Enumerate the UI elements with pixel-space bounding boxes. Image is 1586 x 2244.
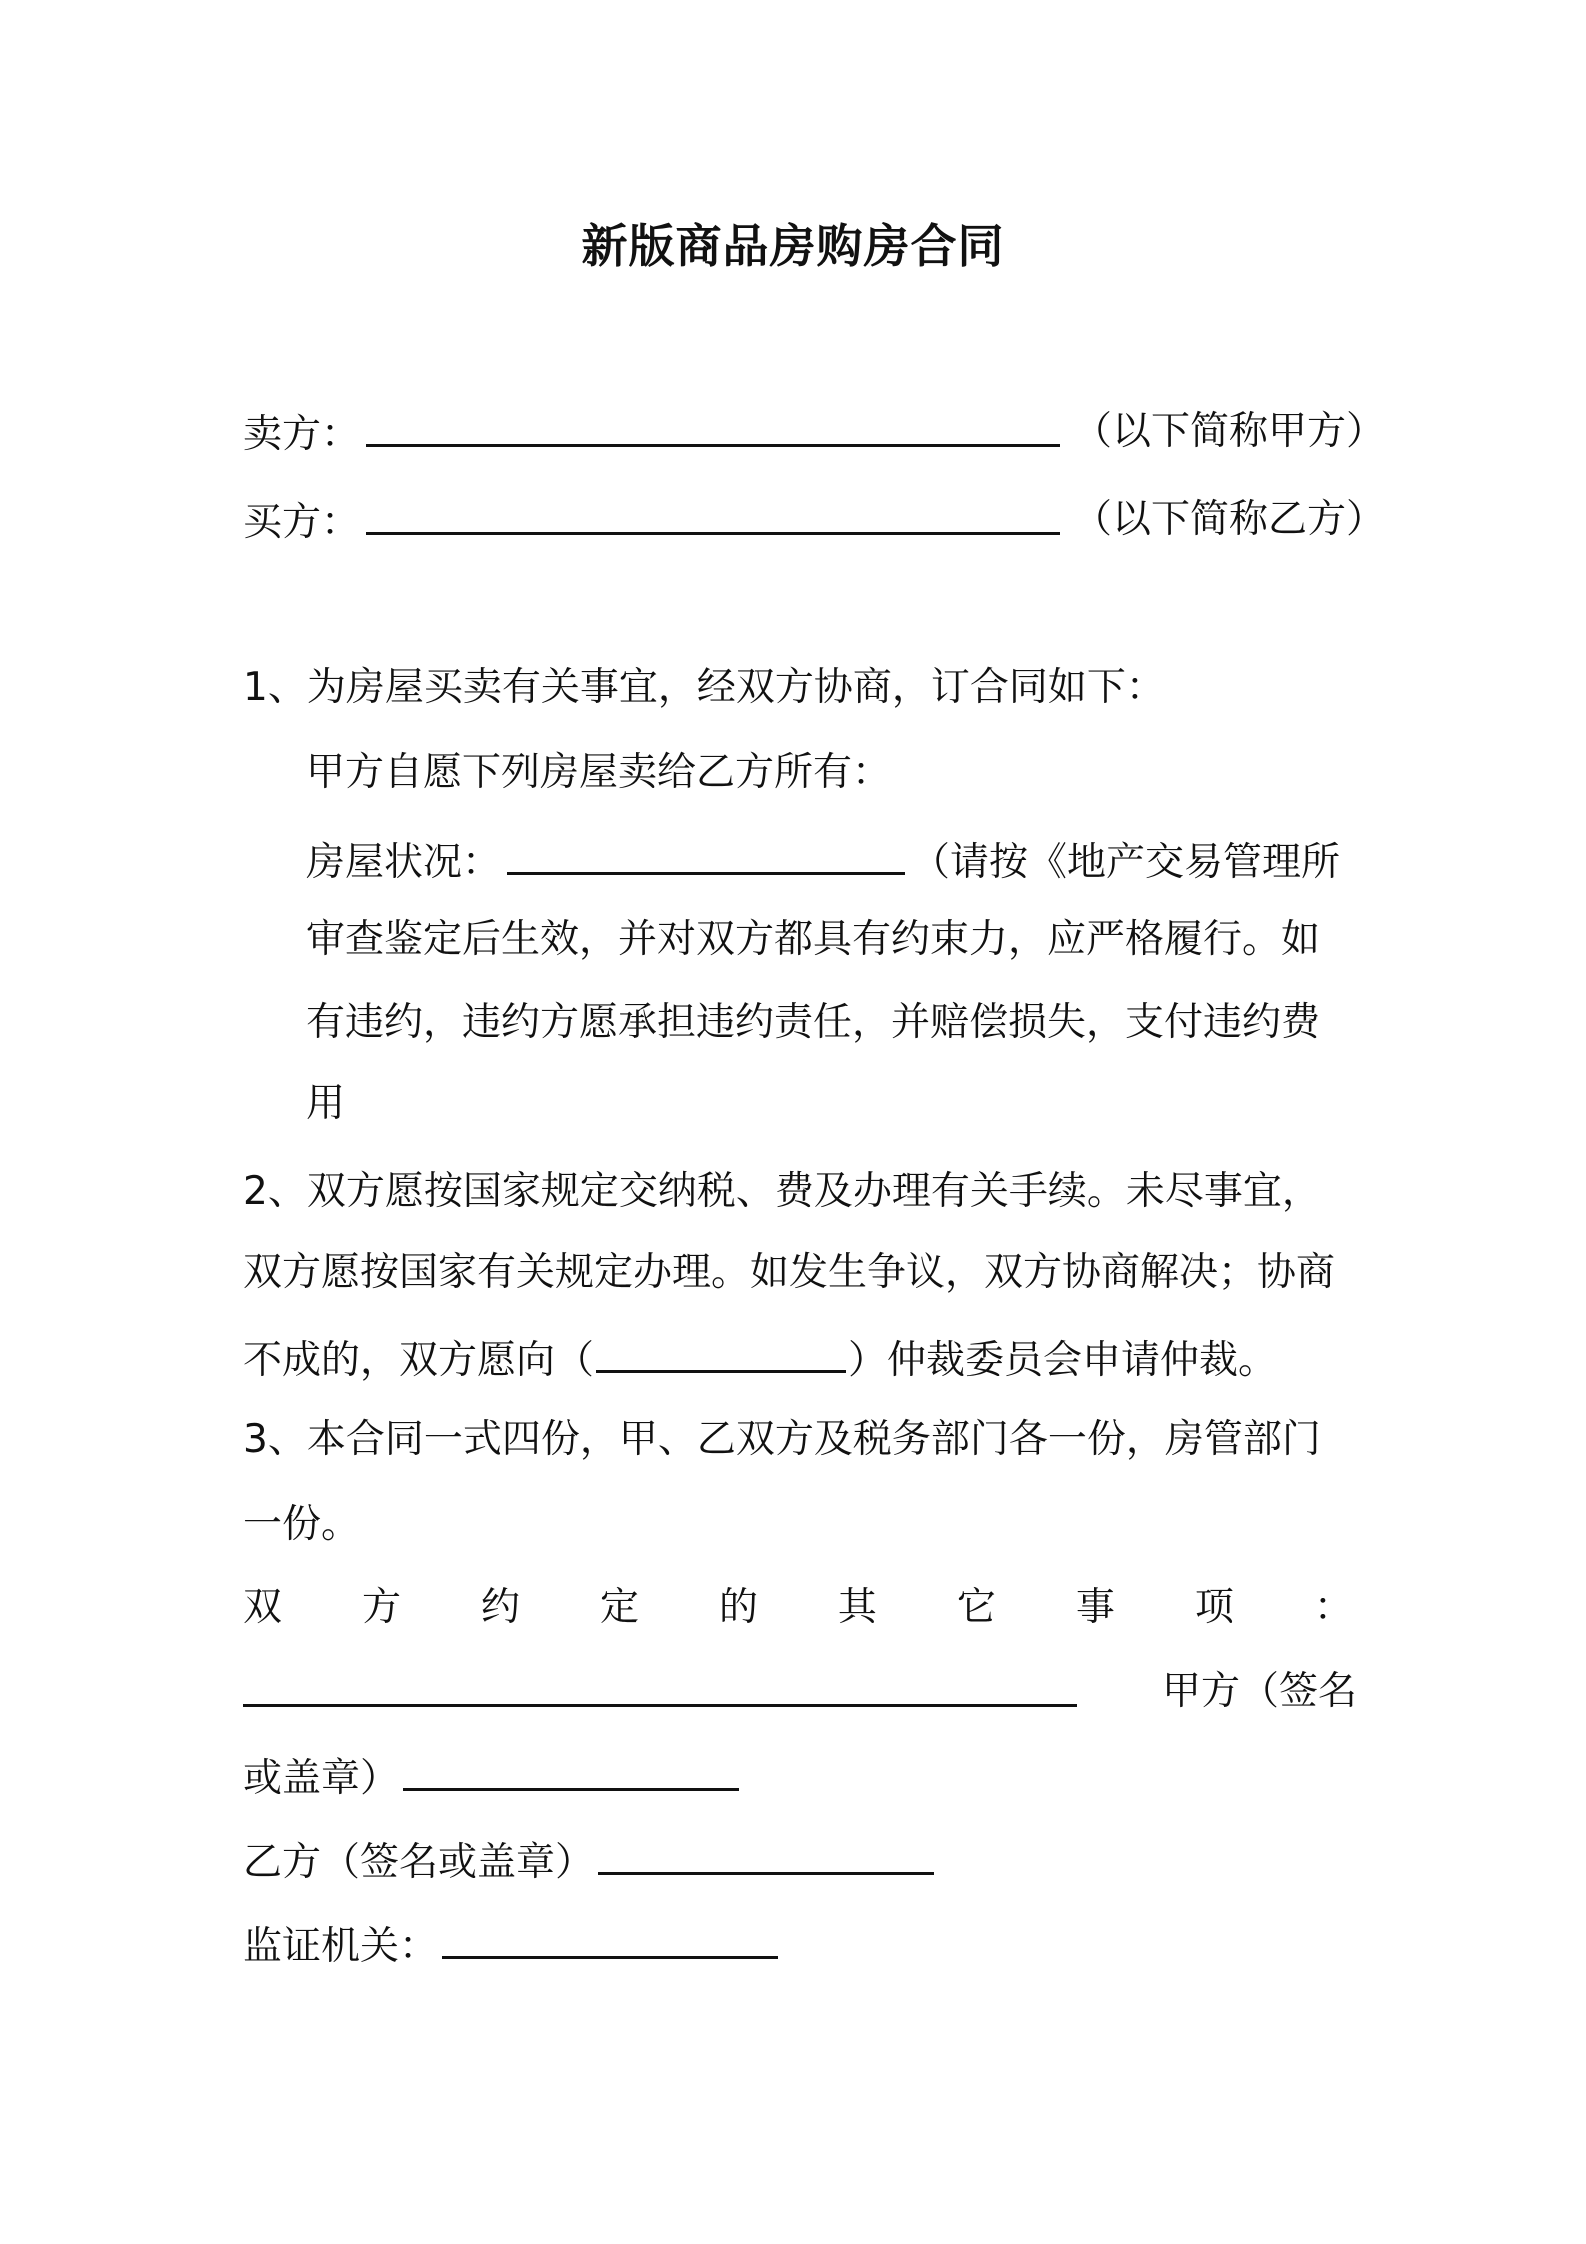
buyer-name-blank[interactable] — [366, 492, 1060, 535]
party-b-sign-line — [243, 1832, 938, 1891]
other-items-char: 的 — [718, 1585, 758, 1630]
other-items-line — [243, 1664, 1077, 1723]
house-status-suffix: （请按《地产交易管理所 — [911, 840, 1341, 885]
clause2-line1: 2、双方愿按国家规定交纳税、费及办理有关手续。未尽事宜， — [243, 1169, 1321, 1214]
seller-name-blank[interactable] — [366, 404, 1060, 447]
clause1-line5: 有违约，违约方愿承担违约责任，并赔偿损失，支付违约费 — [306, 1000, 1321, 1045]
house-status-blank[interactable] — [507, 832, 905, 875]
supervisor-label: 监证机关： — [243, 1924, 439, 1969]
other-items-heading — [243, 1580, 1353, 1636]
buyer-line — [243, 492, 1066, 551]
party-a-sign-line — [243, 1748, 743, 1807]
other-items-char: 其 — [837, 1585, 877, 1630]
other-items-char: 项 — [1194, 1585, 1234, 1630]
arbitration-committee-blank[interactable] — [596, 1330, 846, 1373]
other-items-char: ： — [1313, 1585, 1353, 1630]
clause3-line1: 3、本合同一式四份，甲、乙双方及税务部门各一份，房管部门 — [243, 1417, 1321, 1462]
buyer-suffix: （以下简称乙方） — [1073, 497, 1386, 542]
other-items-char: 约 — [480, 1585, 520, 1630]
party-a-sign-blank[interactable] — [403, 1748, 739, 1791]
other-items-char: 方 — [361, 1585, 401, 1630]
clause2-line3 — [243, 1330, 1277, 1389]
clause2-line2: 双方愿按国家有关规定办理。如发生争议，双方协商解决；协商 — [243, 1250, 1336, 1295]
arbitration-suffix: ）仲裁委员会申请仲裁。 — [848, 1338, 1278, 1383]
arbitration-prefix: 不成的，双方愿向（ — [243, 1338, 595, 1383]
other-items-blank[interactable] — [243, 1664, 1077, 1707]
seller-label: 卖方： — [243, 412, 361, 457]
document-title: 新版商品房购房合同 — [581, 219, 1005, 273]
party-b-sign-label: 乙方（签名或盖章） — [243, 1840, 595, 1885]
house-status-label: 房屋状况： — [306, 840, 502, 885]
party-a-sign-label-part2: 或盖章） — [243, 1756, 400, 1801]
clause1-line1: 1、为房屋买卖有关事宜，经双方协商，订合同如下： — [243, 665, 1165, 710]
seller-line — [243, 404, 1066, 463]
seller-suffix: （以下简称甲方） — [1073, 409, 1386, 454]
party-b-sign-blank[interactable] — [598, 1832, 934, 1875]
supervisor-line — [243, 1916, 782, 1975]
clause1-line3 — [306, 832, 1340, 891]
other-items-char: 定 — [599, 1585, 639, 1630]
other-items-char: 它 — [956, 1585, 996, 1630]
clause1-line4: 审查鉴定后生效，并对双方都具有约束力，应严格履行。如 — [306, 917, 1321, 962]
clause1-line6: 用 — [306, 1081, 346, 1126]
supervisor-blank[interactable] — [442, 1916, 778, 1959]
party-a-sign-label-part1: 甲方（签名 — [1162, 1669, 1358, 1714]
other-items-char: 事 — [1075, 1585, 1115, 1630]
buyer-label: 买方： — [243, 500, 361, 545]
clause1-line2: 甲方自愿下列房屋卖给乙方所有： — [306, 750, 892, 795]
clause3-line2: 一份。 — [243, 1502, 361, 1547]
other-items-char: 双 — [243, 1585, 283, 1630]
